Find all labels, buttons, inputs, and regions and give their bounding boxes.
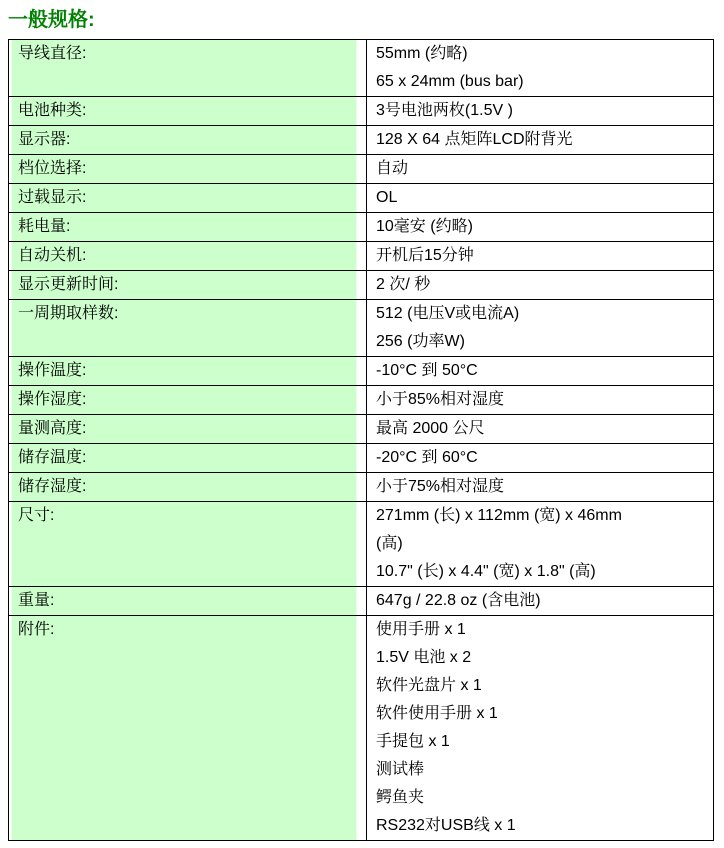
- spec-value: [367, 126, 714, 155]
- spec-label: 自动关机:: [9, 242, 367, 271]
- table-row: [9, 444, 714, 473]
- spec-label: 一周期取样数:: [9, 300, 367, 357]
- table-row: [9, 502, 714, 587]
- spec-value-line: 647g / 22.8 oz (含电池): [376, 592, 541, 609]
- spec-value: [367, 40, 714, 97]
- table-row: [9, 587, 714, 616]
- spec-label: 重量:: [9, 587, 367, 616]
- spec-value-line: 271mm (长) x 112mm (宽) x 46mm: [376, 507, 622, 524]
- spec-value: [367, 502, 714, 587]
- spec-label: 尺寸:: [9, 502, 367, 587]
- spec-value: [367, 444, 714, 473]
- table-row: [9, 213, 714, 242]
- spec-value: [367, 155, 714, 184]
- spec-value-line: 65 x 24mm (bus bar): [376, 73, 524, 90]
- spec-label: 耗电量:: [9, 213, 367, 242]
- spec-value-line: 10毫安 (约略): [376, 218, 473, 235]
- spec-value: [367, 300, 714, 357]
- spec-value-line: 自动: [376, 160, 409, 177]
- table-row: [9, 242, 714, 271]
- spec-value-line: 2 次/ 秒: [376, 276, 431, 293]
- table-row: [9, 300, 714, 357]
- spec-value-line: 开机后15分钟: [376, 247, 474, 264]
- spec-value-line: 最高 2000 公尺: [376, 420, 485, 437]
- spec-value-line: (高): [376, 535, 403, 552]
- spec-value-line: 128 X 64 点矩阵LCD附背光: [376, 131, 573, 148]
- table-row: [9, 184, 714, 213]
- table-row: [9, 155, 714, 184]
- spec-label: 过载显示:: [9, 184, 367, 213]
- spec-value: [367, 473, 714, 502]
- spec-value: [367, 242, 714, 271]
- table-row: [9, 126, 714, 155]
- spec-table: [8, 39, 714, 841]
- table-row: [9, 271, 714, 300]
- spec-value: [367, 616, 714, 841]
- table-row: [9, 616, 714, 841]
- spec-value-line: 10.7" (长) x 4.4" (宽) x 1.8" (高): [376, 563, 596, 580]
- spec-value: [367, 587, 714, 616]
- table-row: [9, 97, 714, 126]
- table-row: [9, 473, 714, 502]
- spec-label: 导线直径:: [9, 40, 367, 97]
- spec-value-line: -10°C 到 50°C: [376, 362, 478, 379]
- spec-value-line: 手提包 x 1: [376, 733, 450, 750]
- table-row: [9, 386, 714, 415]
- page-title: 一般规格:: [8, 9, 95, 31]
- spec-table-body: [9, 40, 714, 841]
- spec-label: 量测高度:: [9, 415, 367, 444]
- spec-value-line: 测试棒: [376, 761, 425, 778]
- spec-value-line: RS232对USB线 x 1: [376, 817, 516, 834]
- spec-label: 电池种类:: [9, 97, 367, 126]
- spec-value-line: 软件光盘片 x 1: [376, 677, 482, 694]
- spec-value-line: 使用手册 x 1: [376, 621, 466, 638]
- spec-label: 储存湿度:: [9, 473, 367, 502]
- spec-value: [367, 271, 714, 300]
- spec-label: 档位选择:: [9, 155, 367, 184]
- table-row: [9, 40, 714, 97]
- spec-label: 储存温度:: [9, 444, 367, 473]
- spec-value-line: 55mm (约略): [376, 45, 468, 62]
- spec-value: [367, 357, 714, 386]
- spec-value-line: 小于75%相对湿度: [376, 478, 505, 495]
- table-row: [9, 415, 714, 444]
- spec-value-line: OL: [376, 189, 398, 206]
- spec-value: [367, 386, 714, 415]
- spec-label: 操作温度:: [9, 357, 367, 386]
- table-row: [9, 357, 714, 386]
- spec-value-line: 512 (电压V或电流A): [376, 305, 520, 322]
- spec-value: [367, 415, 714, 444]
- spec-value: [367, 184, 714, 213]
- spec-label: 显示更新时间:: [9, 271, 367, 300]
- spec-value-line: 1.5V 电池 x 2: [376, 649, 472, 666]
- spec-value-line: 鳄鱼夹: [376, 789, 425, 806]
- spec-value-line: 小于85%相对湿度: [376, 391, 505, 408]
- spec-value-line: 3号电池两枚(1.5V ): [376, 102, 513, 119]
- spec-value-line: 软件使用手册 x 1: [376, 705, 498, 722]
- spec-value-line: 256 (功率W): [376, 333, 465, 350]
- spec-label: 显示器:: [9, 126, 367, 155]
- spec-value-line: -20°C 到 60°C: [376, 449, 478, 466]
- spec-label: 附件:: [9, 616, 367, 841]
- spec-value: [367, 97, 714, 126]
- spec-label: 操作湿度:: [9, 386, 367, 415]
- spec-value: [367, 213, 714, 242]
